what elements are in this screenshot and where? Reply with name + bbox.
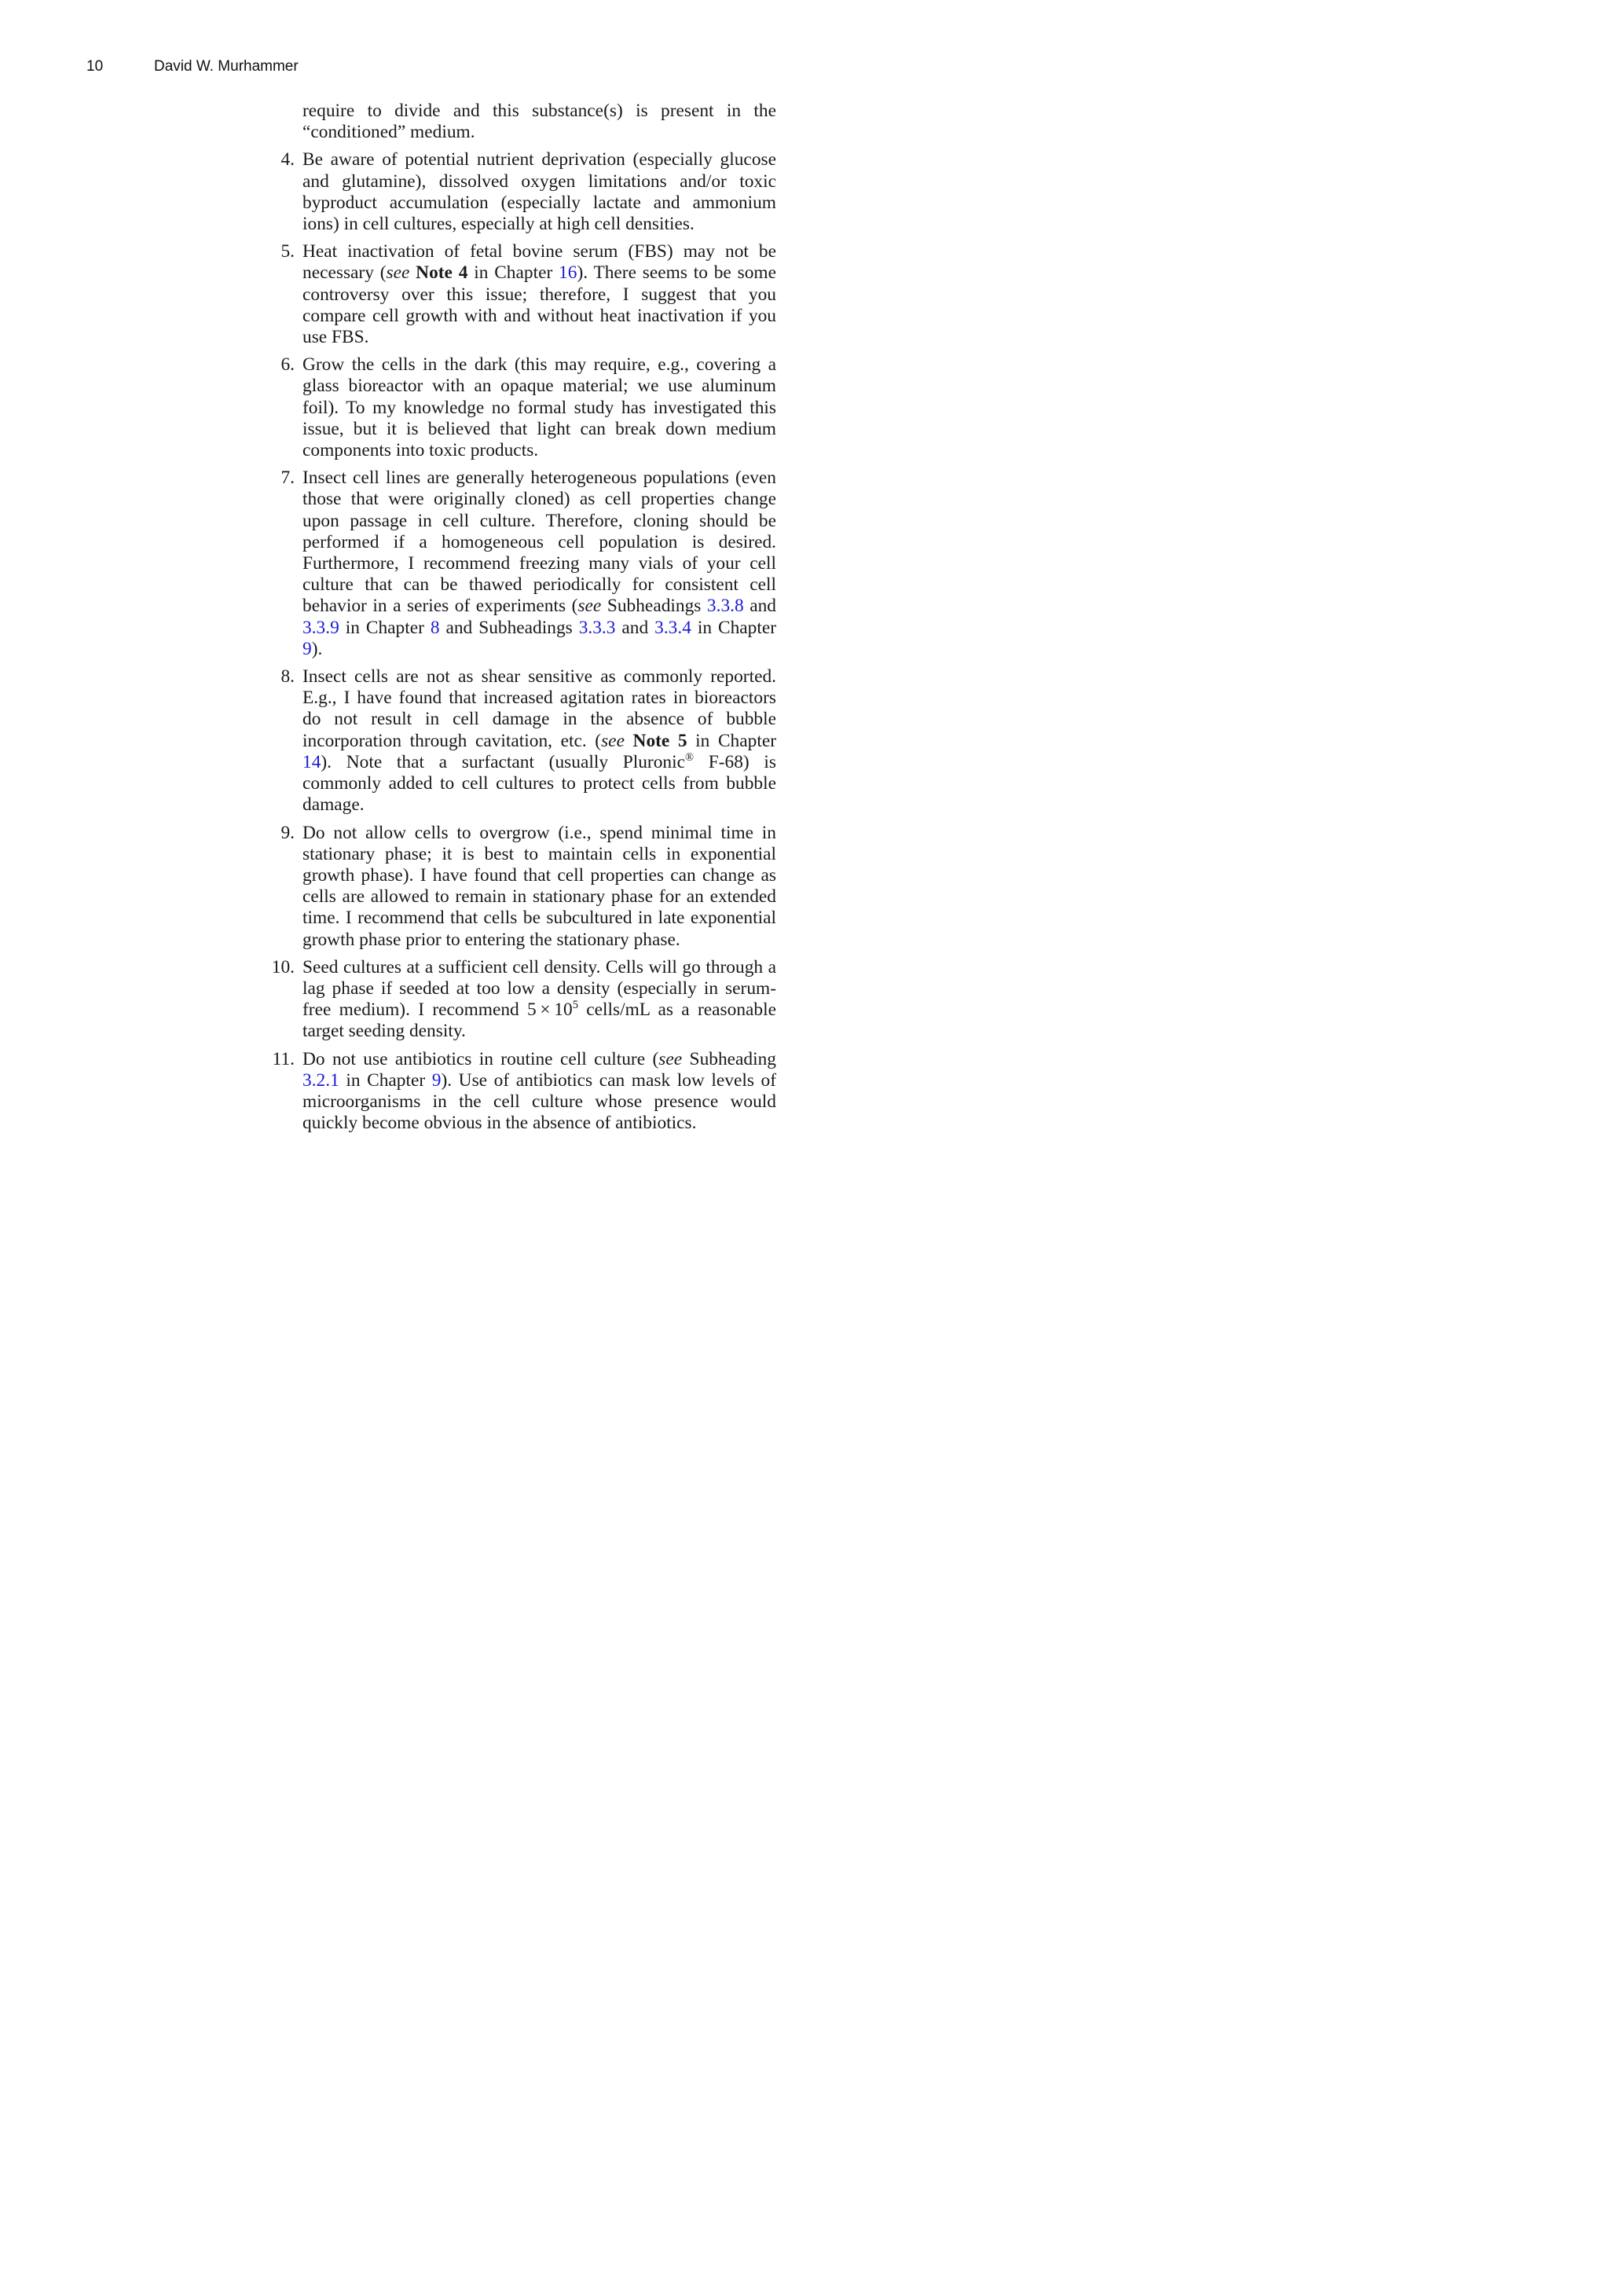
note-text: Do not allow cells to overgrow (i.e., spend minimal time in stationary phase; it is best to maintain cells in exponential growth phase). I have found that cell properties can change as cells are allowed to remain in stationary phase for an extended time. I recommend that cells be subcultured in late exponential growth phase prior to entering the stationary phase.: [302, 822, 776, 950]
note-6: [263, 354, 776, 461]
note-text: Grow the cells in the dark (this may require, e.g., covering a glass bioreactor with an opaque material; we use aluminum foil). To my knowledge no formal study has investigated this issue, but it is believed that light can break down medium components into toxic products.: [302, 354, 776, 461]
chapter-link[interactable]: 9: [302, 638, 312, 659]
note-text: Insect cell lines are generally heterogeneous populations (even those that were originally cloned) as cell properties change upon passage in cell culture. Therefore, cloning should be performed if a homogeneous cell population is desired. Furthermore, I recommend freezing many vials of your cell culture that can be thawed periodically for consistent cell behavior in a series of experiments (see Subheadings 3.3.8 and 3.3.9 in Chapter 8 and Subheadings 3.3.3 and 3.3.4 in Chapter 9).: [302, 468, 777, 659]
chapter-link[interactable]: 9: [431, 1069, 442, 1091]
note-number: 4.: [280, 149, 295, 171]
note-number: 5.: [280, 241, 295, 262]
running-header: [86, 58, 299, 75]
note-7: [263, 468, 776, 660]
note-text: Be aware of potential nutrient deprivation (especially glucose and glutamine), dissolved oxygen limitations and/or toxic byproduct accumulation (especially lactate and ammonium ions) in cell cultures, especially at high cell densities.: [302, 149, 776, 235]
page-number: 10: [86, 58, 104, 75]
note-number: 9.: [280, 822, 295, 843]
author-name: David W. Murhammer: [154, 58, 299, 75]
chapter-link[interactable]: 16: [559, 262, 577, 284]
note-text: Do not use antibiotics in routine cell culture (see Subheading 3.2.1 in Chapter 9). Use of antibiotics can mask low levels of microorganisms in the cell culture whose presence would quickly become obvious in the absence of antibiotics.: [302, 1048, 777, 1134]
note-8: [263, 666, 776, 816]
note-number: 7.: [280, 468, 295, 489]
note-number: 8.: [280, 666, 295, 688]
subheading-link[interactable]: 3.2.1: [302, 1069, 339, 1091]
note-9: [263, 823, 776, 951]
subheading-link[interactable]: 3.3.4: [654, 617, 691, 638]
notes-list: [263, 101, 776, 1134]
note-4: [263, 149, 776, 235]
note-11: [263, 1049, 776, 1135]
note-text: Insect cells are not as shear sensitive as commonly reported. E.g., I have found that increased agitation rates in bioreactors do not result in cell damage in the absence of bubble incorporation through cavitation, etc. (see Note 5 in Chapter 14). Note that a surfactant (usually Pluronic® F-68) is commonly added to cell cultures to protect cells from bubble damage.: [302, 666, 776, 816]
chapter-link[interactable]: 14: [302, 751, 321, 772]
note-5: [263, 241, 776, 348]
note-text: Seed cultures at a sufficient cell density. Cells will go through a lag phase if seeded at too low a density (especially in serum-free medium). I recommend $5 \times 10^5$ cells/mL as a reasonable target seeding density.: [302, 956, 776, 1042]
exponent: 5: [572, 999, 578, 1012]
note-10: [263, 957, 776, 1043]
registered-mark: ®: [684, 751, 695, 765]
note-number: 11.: [272, 1048, 295, 1069]
note-number: 6.: [280, 354, 295, 376]
chapter-link[interactable]: 8: [430, 617, 440, 638]
carryover-paragraph: require to divide and this substance(s) is present in the “conditioned” medium.: [302, 101, 776, 143]
note-number: 10.: [271, 956, 295, 977]
subheading-link[interactable]: 3.3.8: [706, 596, 744, 617]
subheading-link[interactable]: 3.3.3: [578, 617, 616, 638]
subheading-link[interactable]: 3.3.9: [302, 617, 339, 638]
note-text: Heat inactivation of fetal bovine serum (FBS) may not be necessary (see Note 4 in Chapter 16). There seems to be some controversy over this issue; therefore, I suggest that you compare cell growth with and without heat inactivation if you use FBS.: [302, 241, 776, 348]
